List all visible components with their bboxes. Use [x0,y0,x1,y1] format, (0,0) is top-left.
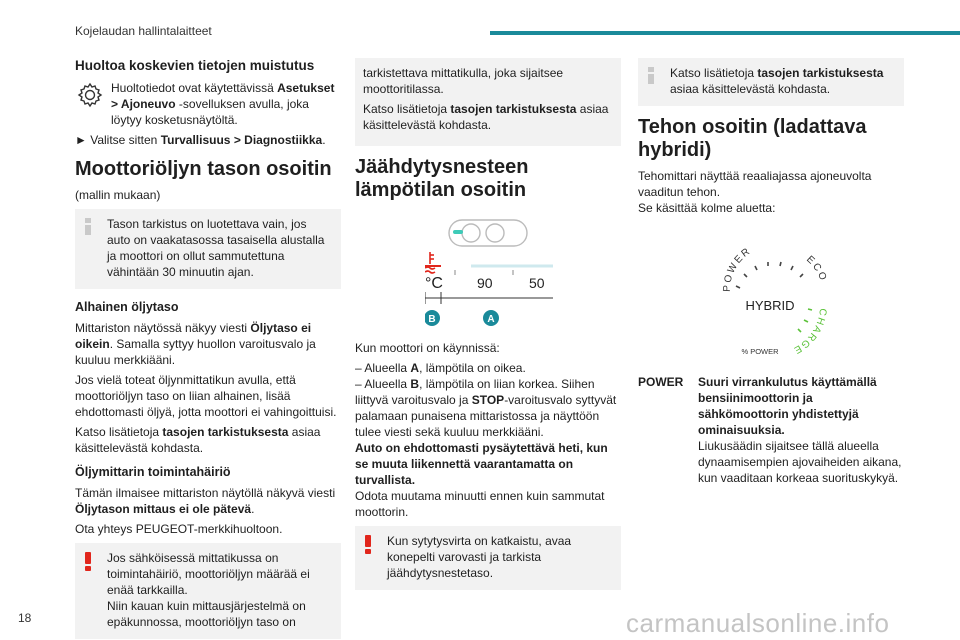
cluster-dial-2 [486,224,504,242]
coolant-item-a: – Alueella A, lämpötila on oikea. [355,361,526,375]
heading-oil-fault: Öljymittarin toimintahäiriö [75,465,231,479]
dial-label-eco: ECO [804,253,829,284]
column-3 [638,58,904,490]
header-accent-bar [490,31,960,35]
warning-note-coolant: Kun sytytysvirta on katkaistu, avaa konepelti varovasti ja tarkista jäähdytysnestetaso. [355,526,621,590]
low-oil-text-2: Jos vielä toteat öljynmittatikun avulla, että moottoriöljyn taso on liian alhainen, lisää ehdottomasti öljyä, jotta moottori ei vahingoittuisi. [75,373,337,419]
page-number: 18 [18,611,32,625]
warning-note-oil: Jos sähköisessä mittatikussa on toimintahäiriö, moottoriöljyn määrää ei enää tarkkailla. Niin kauan kuin mittausjärjestelmä on epäkunnossa, moottoriöljyn taso on [75,543,341,639]
info-icon [648,67,654,84]
heading-service-reminder: Huoltoa koskevien tietojen muistutus [75,58,315,73]
dial-ticks-green [798,309,812,332]
cluster-dial-1 [462,224,480,242]
label-b: B [428,314,436,325]
power-text-2: Se käsittää kolme aluetta: [638,201,776,215]
gauge-value-50: 50 [529,275,545,291]
coolant-text-1: Kun moottori on käynnissä: [355,341,500,355]
heading-oil-level: Moottoriöljyn tason osoitin [75,158,332,180]
warning-icon [365,535,373,552]
coolant-gauge-illustration [425,218,555,330]
column-1 [75,58,341,640]
coolant-highlight [453,230,463,234]
oil-subtitle: (mallin mukaan) [75,188,161,202]
definition-term: POWER [638,375,684,389]
dial-percent-label: % POWER [741,347,779,356]
dial-center-label: HYBRID [745,298,795,313]
low-oil-text-1: Mittariston näytössä näkyy viesti Öljytaso ei oikein. Samalla syttyy huollon varoitusvalo ja kuuluu merkkiääni. [75,321,316,367]
coolant-text-3: Odota muutama minuutti ennen kuin sammutat moottorin. [355,489,605,519]
info-note-oil: Tason tarkistus on luotettava vain, jos auto on vaakatasossa tasaisella alustalla ja moottori on ollut sammutettuna vähintään 30 minuutin ajan. [75,209,341,289]
fault-text-2: Ota yhteys PEUGEOT-merkkihuoltoon. [75,522,283,536]
warning-note-continued: tarkistettava mittatikulla, joka sijaitsee moottoritilassa. Katso lisätietoja tasojen tarkistuksesta asiaa käsittelevästä kohdasta. [355,58,621,146]
definition-body: Suuri virrankulutus käyttämällä bensiinimoottorin ja sähkömoottorin yhdistettyjä ominaisuuksia. Liukusäädin sijaitsee tällä alueella dynaamisempien ajovaiheiden aikana, kun vaaditaan korkeaa suorituskykyä. [698,375,902,485]
low-oil-text-3: Katso lisätietoja tasojen tarkistuksesta asiaa käsittelevästä kohdasta. [75,425,321,455]
gauge-value-90: 90 [477,275,493,291]
fault-text-1: Tämän ilmaisee mittariston näytöllä näkyvä viesti Öljytason mittaus ei ole pätevä. [75,486,336,516]
gauge-unit: °C [425,275,443,292]
gear-icon [75,80,105,110]
heading-power-indicator: Tehon osoitin (ladattava hybridi) [638,116,867,161]
service-text-1: Huoltotiedot ovat käytettävissä Asetukset > Ajoneuvo -sovelluksen avulla, joka löytyy kosketusnäytöltä. [111,81,335,127]
watermark: carmanualsonline.info [626,608,890,638]
service-info [75,80,341,132]
coolant-stop-warning: Auto on ehdottomasti pysäytettävä heti, kun se muuta liikennettä vaarantamatta on turvallista. [355,441,608,487]
warning-icon [85,552,93,569]
hybrid-power-dial [708,230,838,360]
dial-ticks [736,262,803,288]
heading-low-oil: Alhainen öljytaso [75,300,179,314]
dial-label-power: POWER [721,245,754,293]
running-header: Kojelaudan hallintalaitteet [75,24,212,38]
column-2 [355,58,621,600]
coolant-item-b: – Alueella B, lämpötila on liian korkea. Siihen liittyvä varoitusvalo ja STOP-varoitusvalo syttyvät palamaan punaisena mittaristossa ja näyttöön tulee viesti sekä kuuluu merkkiääni. [355,377,617,439]
info-icon [85,218,91,235]
power-text-1: Tehomittari näyttää reaaliajassa ajoneuvolta vaaditun tehon. [638,169,872,199]
info-note-levels: Katso lisätietoja tasojen tarkistuksesta asiaa käsittelevästä kohdasta. [638,58,904,106]
heading-coolant: Jäähdytysnesteen lämpötilan osoitin [355,156,529,201]
dial-label-charge: CHARGE [790,307,829,357]
service-text-2: ► Valitse sitten Turvallisuus > Diagnostiikka. [75,133,326,147]
thermometer-icon [425,252,435,273]
definition-power [638,374,904,490]
label-a: A [487,314,495,325]
